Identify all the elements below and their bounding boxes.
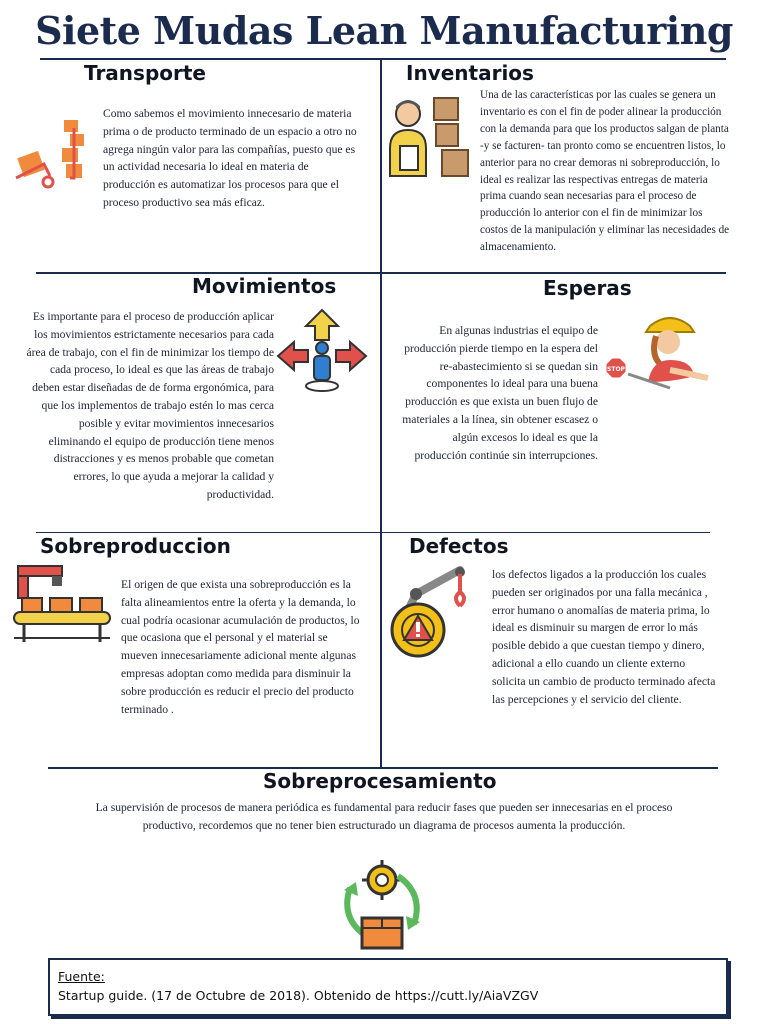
sobreproduccion-text: El origen de que exista una sobreproducción es la falta alineamientos entre la oferta y la demanda, lo cual podría ocasionar acumulación de productos, lo que ocasiona que el personal y el material se mueven innecesariamente adicional mente algunas empresas adoptan como medida para disminuir la sobre producción es reducir el precio del producto terminado . bbox=[121, 578, 360, 716]
row-divider-1 bbox=[36, 272, 726, 274]
defectos-heading: Defectos bbox=[409, 534, 509, 558]
movimientos-heading: Movimientos bbox=[192, 274, 337, 298]
gear-box-cycle-icon bbox=[334, 858, 430, 954]
source-label: Fuente: bbox=[58, 969, 105, 984]
transporte-heading: Transporte bbox=[84, 61, 206, 85]
hand-truck-icon bbox=[14, 118, 94, 193]
row-divider-2 bbox=[36, 532, 710, 533]
transporte-text: Como sabemos el movimiento innecesario de materia prima o de producto terminado de un espacio a otro no agrega ningún valor para las compañías, puesto que es un actividad necesaria lo ideal en materia de producción es automatizar los procesos para que el proceso productivo sea más eficaz. bbox=[103, 107, 357, 209]
stop-sign-label: STOP bbox=[607, 366, 625, 373]
source-citation: Startup guide. (17 de Octubre de 2018). Obtenido de https://cutt.ly/AiaVZGV bbox=[58, 988, 539, 1003]
movement-arrows-icon bbox=[276, 308, 368, 396]
vertical-divider bbox=[380, 60, 382, 768]
movimientos-text: Es importante para el proceso de producción aplicar los movimientos estrictamente necesarios para cada área de trabajo, con el fin de minimizar los tiempo de cada proceso, lo ideal es que las áreas de trabajo deben estar diseñadas de de forma ergonómica, para que los implementos de trabajo estén lo mas cerca posible y evitar movimientos innecesarios eliminando el equipo de producción tiene menos distracciones y es menos probable que cometan errores, lo que ayuda a mejorar la calidad y productividad. bbox=[26, 310, 274, 501]
robot-arm-warning-icon bbox=[386, 564, 486, 664]
sobreproduccion-heading: Sobreproduccion bbox=[40, 534, 231, 558]
sobreprocesamiento-heading: Sobreprocesamiento bbox=[263, 769, 497, 793]
conveyor-robot-icon bbox=[12, 564, 112, 644]
esperas-text: En algunas industrias el equipo de producción pierde tiempo en la espera del re-abastecimiento si se quedan sin componentes lo ideal para una buena producción es que exista un buen flujo de materiales a la línea, sin obtener escasez o algún excesos lo ideal es que la producción continúe sin interrupciones. bbox=[402, 324, 598, 462]
worker-stop-icon bbox=[600, 312, 712, 392]
inventarios-text: Una de las características por las cuales se genera un inventario es con el fin de poder alinear la producción con la demanda para que los productos salgan de planta -y se facturen- tan pronto como se encuentren listos, lo anterior para no crear demoras ni sobreproducción, lo ideal es realizar las respectivas entregas de materia prima cuando sean necesarias para el proceso de producción lo anterior con el fin de minimizar los costos de la manipulación y eliminar las necesidades de almacenamiento. bbox=[480, 89, 730, 254]
sobreprocesamiento-text: La supervisión de procesos de manera periódica es fundamental para reducir fases que pueden ser innecesarias en el proceso productivo, recordemos que no tener bien estructurado un diagrama de procesos aumenta la producción. bbox=[95, 801, 673, 832]
title-underline bbox=[40, 58, 726, 60]
page-title: Siete Mudas Lean Manufacturing bbox=[35, 8, 733, 53]
inventarios-heading: Inventarios bbox=[406, 61, 534, 85]
source-box bbox=[48, 958, 728, 1016]
esperas-heading: Esperas bbox=[543, 276, 632, 300]
worker-boxes-icon bbox=[386, 96, 472, 180]
defectos-text: los defectos ligados a la producción los cuales pueden ser originados por una falla mecánica , error humano o anomalías de materia prima, lo ideal es disminuir su margen de error lo más posible debido a que cuestan tiempo y dinero, adicional a ello cuando un cliente externo solicita un cambio de producto terminado afecta las percepciones y el servicio del cliente. bbox=[492, 568, 716, 706]
